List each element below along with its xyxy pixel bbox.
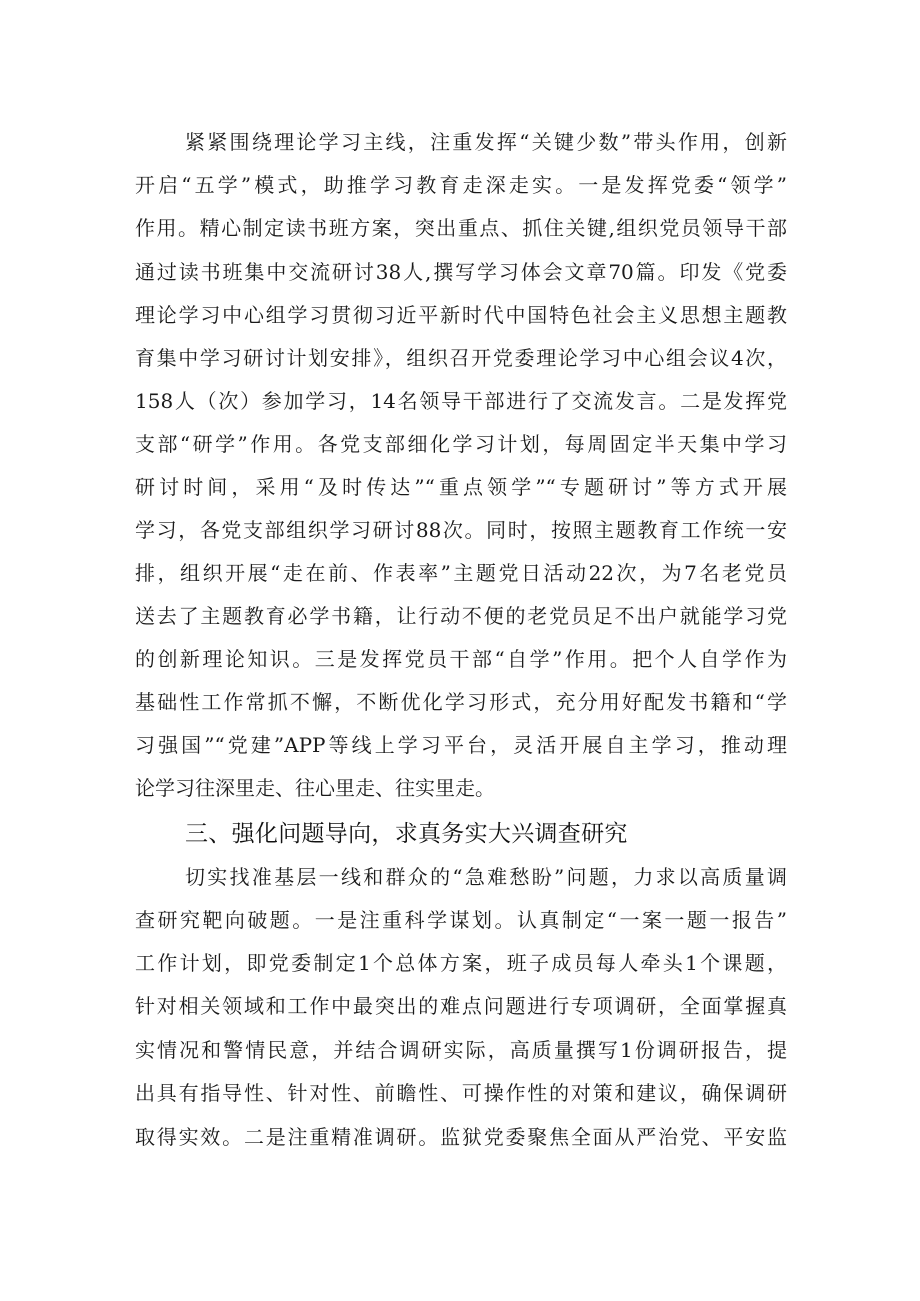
paragraph-line: 出具有指导性、针对性、前瞻性、可操作性的对策和建议，确保调研 [135, 1081, 787, 1105]
paragraph-line: 158人（次）参加学习，14名领导干部进行了交流发言。二是发挥党 [135, 389, 787, 413]
paragraph-line: 的创新理论知识。三是发挥党员干部“自学”作用。把个人自学作为 [135, 647, 787, 671]
paragraph-line: 理论学习中心组学习贯彻习近平新时代中国特色社会主义思想主题教 [135, 303, 787, 327]
paragraph-line: 查研究靶向破题。一是注重科学谋划。认真制定“一案一题一报告” [135, 908, 787, 932]
paragraph-line: 育集中学习研讨计划安排》，组织召开党委理论学习中心组会议4次， [135, 346, 787, 370]
paragraph-line: 切实找准基层一线和群众的“急难愁盼”问题，力求以高质量调 [185, 865, 787, 889]
paragraph-line: 基础性工作常抓不懈，不断优化学习形式，充分用好配发书籍和“学 [135, 690, 787, 714]
paragraph-line: 学习，各党支部组织学习研讨88次。同时，按照主题教育工作统一安 [135, 518, 787, 542]
paragraph-line: 开启“五学”模式，助推学习教育走深走实。一是发挥党委“领学” [135, 173, 787, 197]
paragraph-line: 工作计划，即党委制定1个总体方案，班子成员每人牵头1个课题， [135, 951, 787, 975]
paragraph-line: 排，组织开展“走在前、作表率”主题党日活动22次，为7名老党员 [135, 561, 787, 585]
paragraph-line: 支部“研学”作用。各党支部细化学习计划，每周固定半天集中学习 [135, 432, 787, 456]
paragraph-line: 习强国”“党建”APP等线上学习平台，灵活开展自主学习，推动理 [135, 733, 787, 757]
paragraph-line: 取得实效。二是注重精准调研。监狱党委聚焦全面从严治党、平安监 [135, 1125, 787, 1149]
paragraph-line: 通过读书班集中交流研讨38人,撰写学习体会文章70篇。印发《党委 [135, 260, 787, 284]
section-heading: 三、强化问题导向，求真务实大兴调查研究 [185, 821, 628, 847]
paragraph-line: 针对相关领域和工作中最突出的难点问题进行专项调研，全面掌握真 [135, 994, 787, 1018]
paragraph-line: 送去了主题教育必学书籍，让行动不便的老党员足不出户就能学习党 [135, 604, 787, 628]
paragraph-line: 研讨时间，采用“及时传达”“重点领学”“专题研讨”等方式开展 [135, 475, 787, 499]
paragraph-line: 作用。精心制定读书班方案，突出重点、抓住关键,组织党员领导干部 [135, 216, 787, 240]
paragraph-line: 论学习往深里走、往心里走、往实里走。 [135, 776, 495, 800]
paragraph-line: 紧紧围绕理论学习主线，注重发挥“关键少数”带头作用，创新 [185, 130, 787, 154]
paragraph-line: 实情况和警情民意，并结合调研实际，高质量撰写1份调研报告，提 [135, 1038, 787, 1062]
